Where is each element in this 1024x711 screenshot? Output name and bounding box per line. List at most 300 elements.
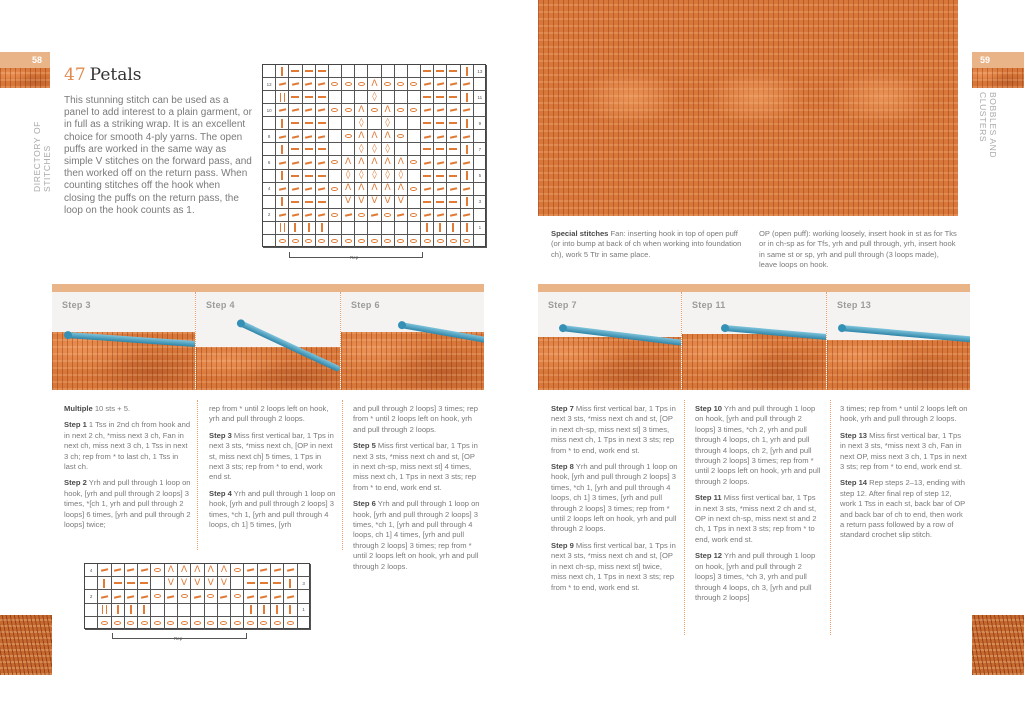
chart-cell bbox=[178, 590, 191, 603]
stitch-symbol-icon bbox=[463, 83, 470, 86]
puff-symbol-icon: V bbox=[358, 196, 365, 207]
page-number: 58 bbox=[31, 55, 42, 65]
chart-row-number: 7 bbox=[474, 143, 487, 156]
stitch-symbol-icon bbox=[276, 605, 278, 614]
chart-cell bbox=[461, 91, 474, 104]
chart-cell bbox=[178, 604, 191, 617]
chain-symbol-icon bbox=[450, 239, 457, 243]
stitch-symbol-icon bbox=[423, 175, 431, 177]
chart-cell bbox=[316, 91, 329, 104]
chain-symbol-icon bbox=[384, 213, 391, 217]
puff-symbol-icon: Λ bbox=[358, 156, 365, 167]
chart-cell bbox=[368, 156, 381, 169]
chart-cell bbox=[342, 170, 355, 183]
puff-symbol-icon: Λ bbox=[384, 130, 391, 141]
chart-cell bbox=[342, 117, 355, 130]
puff-symbol-icon: Λ bbox=[384, 104, 391, 115]
stitch-symbol-icon bbox=[103, 579, 105, 588]
chart-cell bbox=[395, 78, 408, 91]
chain-symbol-icon bbox=[345, 108, 352, 112]
chart-cell bbox=[355, 170, 368, 183]
chart-cell bbox=[434, 170, 447, 183]
chart-cell bbox=[258, 577, 271, 590]
chart-cell bbox=[421, 183, 434, 196]
chart-cell bbox=[218, 590, 231, 603]
chart-cell bbox=[461, 130, 474, 143]
puff-symbol-icon: Λ bbox=[371, 183, 378, 194]
chart-row-number: 11 bbox=[474, 91, 487, 104]
chart-cell bbox=[289, 183, 302, 196]
stitch-symbol-icon bbox=[279, 109, 286, 112]
chain-symbol-icon bbox=[181, 594, 188, 598]
chart-cell bbox=[447, 104, 460, 117]
chart-cell bbox=[165, 590, 178, 603]
stitch-symbol-icon bbox=[305, 96, 313, 98]
chart-cell bbox=[138, 577, 151, 590]
chart-cell bbox=[355, 156, 368, 169]
chart-cell bbox=[218, 564, 231, 577]
stitch-symbol-icon bbox=[292, 83, 299, 86]
chart-cell bbox=[329, 78, 342, 91]
puff-symbol-icon: Λ bbox=[345, 183, 352, 194]
chart-row-number bbox=[263, 196, 276, 209]
chain-symbol-icon bbox=[345, 239, 352, 243]
chart-cell bbox=[289, 170, 302, 183]
fabric-image bbox=[341, 332, 484, 390]
chart-row-number bbox=[263, 91, 276, 104]
chart-cell bbox=[342, 209, 355, 222]
chart-cell bbox=[303, 117, 316, 130]
stitch-symbol-icon bbox=[318, 187, 325, 190]
stitch-symbol-icon bbox=[449, 201, 457, 203]
stitch-symbol-icon bbox=[305, 109, 312, 112]
chart-cell bbox=[382, 222, 395, 235]
stitch-symbol-icon bbox=[424, 187, 431, 190]
small-stitch-chart bbox=[84, 563, 310, 645]
chart-cell bbox=[434, 222, 447, 235]
chart-row-number: 2 bbox=[85, 590, 98, 603]
chart-cell bbox=[289, 196, 302, 209]
chart-grid bbox=[262, 64, 486, 247]
chart-cell bbox=[355, 143, 368, 156]
chart-row-number: 1 bbox=[298, 604, 311, 617]
puff-symbol-icon: Λ bbox=[345, 156, 352, 167]
stitch-symbol-icon bbox=[424, 83, 431, 86]
instruction-column-1 bbox=[64, 404, 192, 536]
chart-cell bbox=[408, 91, 421, 104]
step-photo-band bbox=[538, 284, 970, 390]
chart-cell bbox=[316, 196, 329, 209]
chart-row-number: 4 bbox=[263, 183, 276, 196]
chart-cell bbox=[342, 196, 355, 209]
chain-symbol-icon bbox=[331, 187, 338, 191]
chart-cell bbox=[276, 235, 289, 248]
chart-cell bbox=[447, 117, 460, 130]
chart-cell bbox=[151, 617, 164, 630]
step-photo-3 bbox=[52, 292, 195, 390]
chart-cell bbox=[231, 590, 244, 603]
stitch-symbol-icon bbox=[318, 83, 325, 86]
chart-row-number bbox=[298, 564, 311, 577]
chart-cell bbox=[138, 617, 151, 630]
stitch-symbol-icon bbox=[127, 569, 134, 572]
chart-cell bbox=[329, 156, 342, 169]
stitch-symbol-icon bbox=[289, 605, 291, 614]
chart-cell bbox=[125, 564, 138, 577]
chart-cell bbox=[355, 222, 368, 235]
chart-cell bbox=[382, 183, 395, 196]
chart-cell bbox=[395, 170, 408, 183]
chain-symbol-icon bbox=[410, 239, 417, 243]
puff-symbol-icon: Λ bbox=[384, 156, 391, 167]
chart-cell bbox=[98, 564, 111, 577]
chart-cell bbox=[434, 117, 447, 130]
stitch-symbol-icon bbox=[279, 187, 286, 190]
puff-symbol-icon: ◊ bbox=[385, 117, 390, 128]
chart-row-number: 6 bbox=[263, 156, 276, 169]
chart-cell bbox=[289, 156, 302, 169]
chart-cell bbox=[395, 104, 408, 117]
chart-cell bbox=[342, 143, 355, 156]
puff-symbol-icon: ◊ bbox=[345, 170, 351, 181]
chart-row-number bbox=[298, 590, 311, 603]
chart-cell bbox=[382, 170, 395, 183]
puff-symbol-icon: Λ bbox=[207, 564, 214, 575]
chart-cell bbox=[178, 564, 191, 577]
rep-label: Rep bbox=[350, 255, 359, 260]
chain-symbol-icon bbox=[384, 239, 391, 243]
puff-symbol-icon: Λ bbox=[194, 564, 201, 575]
column-divider bbox=[197, 400, 198, 550]
chain-symbol-icon bbox=[260, 621, 267, 625]
section-label: DIRECTORY OF STITCHES bbox=[32, 121, 52, 192]
puff-symbol-icon: Λ bbox=[371, 156, 378, 167]
stitch-symbol-icon bbox=[281, 67, 283, 76]
puff-symbol-icon: V bbox=[345, 196, 352, 207]
stitch-symbol-icon bbox=[450, 109, 457, 112]
chart-cell bbox=[276, 222, 289, 235]
stitch-symbol-icon bbox=[305, 135, 312, 138]
chain-symbol-icon bbox=[358, 239, 365, 243]
chart-cell bbox=[355, 65, 368, 78]
chart-cell bbox=[447, 78, 460, 91]
chart-cell bbox=[421, 235, 434, 248]
chart-cell bbox=[447, 222, 460, 235]
stitch-symbol-icon bbox=[305, 122, 313, 124]
chart-cell bbox=[125, 604, 138, 617]
stitch-symbol-icon bbox=[450, 187, 457, 190]
chain-symbol-icon bbox=[247, 621, 254, 625]
chart-cell bbox=[276, 104, 289, 117]
step-photo-11 bbox=[682, 292, 826, 390]
chart-cell bbox=[368, 183, 381, 196]
chart-cell bbox=[276, 65, 289, 78]
section-label: BOBBLES AND CLUSTERS bbox=[978, 92, 998, 159]
chart-cell bbox=[355, 117, 368, 130]
chart-row-number: 9 bbox=[474, 117, 487, 130]
fabric-image bbox=[682, 334, 826, 390]
stitch-symbol-icon bbox=[247, 595, 254, 598]
stitch-symbol-icon bbox=[308, 223, 310, 232]
chart-cell bbox=[329, 143, 342, 156]
chart-cell bbox=[461, 104, 474, 117]
step-photo-label: Step 6 bbox=[351, 300, 380, 310]
stitch-title bbox=[64, 65, 142, 85]
puff-symbol-icon: V bbox=[181, 577, 188, 588]
stitch-symbol-icon bbox=[114, 582, 122, 584]
puff-symbol-icon: ◊ bbox=[359, 170, 364, 181]
chart-cell bbox=[316, 104, 329, 117]
chain-symbol-icon bbox=[331, 239, 338, 243]
chart-cell bbox=[382, 91, 395, 104]
stitch-symbol-icon bbox=[291, 96, 299, 98]
stitch-symbol-icon bbox=[247, 569, 254, 572]
puff-symbol-icon: Λ bbox=[397, 183, 404, 194]
chart-cell bbox=[447, 235, 460, 248]
chart-cell bbox=[434, 156, 447, 169]
stitch-symbol-icon bbox=[140, 582, 148, 584]
chart-cell bbox=[408, 143, 421, 156]
chart-row-number: 10 bbox=[263, 104, 276, 117]
chain-symbol-icon bbox=[154, 568, 161, 572]
photo-divider bbox=[681, 292, 682, 390]
step-photo-4 bbox=[196, 292, 340, 390]
chart-cell bbox=[205, 617, 218, 630]
chart-cell bbox=[303, 209, 316, 222]
chart-cell bbox=[368, 209, 381, 222]
chart-cell bbox=[303, 143, 316, 156]
instruction-column-3 bbox=[353, 404, 481, 578]
chart-cell bbox=[112, 577, 125, 590]
chart-row-number bbox=[85, 577, 98, 590]
chart-row-number bbox=[474, 104, 487, 117]
chart-cell bbox=[342, 104, 355, 117]
chart-row-number bbox=[85, 604, 98, 617]
chart-cell bbox=[408, 183, 421, 196]
chart-row-number bbox=[474, 130, 487, 143]
chart-cell bbox=[284, 604, 297, 617]
chart-cell bbox=[276, 209, 289, 222]
chart-cell bbox=[125, 617, 138, 630]
instruction-step-4-cont: and pull through 2 loops] 3 times; rep from * until 2 loops left on hook, yrh and pull through 2 loops. bbox=[353, 404, 478, 434]
step-photo-7 bbox=[538, 292, 681, 390]
instruction-multiple: Multiple 10 sts + 5. bbox=[64, 404, 131, 413]
chain-symbol-icon bbox=[410, 108, 417, 112]
stitch-symbol-icon bbox=[466, 119, 468, 128]
chart-cell bbox=[368, 65, 381, 78]
chart-cell bbox=[258, 604, 271, 617]
chain-symbol-icon bbox=[220, 621, 227, 625]
stitch-symbol-icon bbox=[423, 148, 431, 150]
stitch-symbol-icon bbox=[114, 569, 121, 572]
stitch-symbol-icon bbox=[450, 83, 457, 86]
chart-cell bbox=[368, 235, 381, 248]
chart-cell bbox=[165, 617, 178, 630]
chart-cell bbox=[382, 78, 395, 91]
chart-cell bbox=[303, 170, 316, 183]
chart-cell bbox=[408, 130, 421, 143]
stitch-symbol-icon bbox=[292, 187, 299, 190]
chart-cell bbox=[231, 604, 244, 617]
chart-cell bbox=[316, 117, 329, 130]
chain-symbol-icon bbox=[207, 621, 214, 625]
puff-symbol-icon: Λ bbox=[220, 564, 228, 575]
chart-cell bbox=[342, 222, 355, 235]
chart-cell bbox=[303, 65, 316, 78]
instruction-step-9: Step 9 Miss first vertical bar, 1 Tps in next 3 sts, *miss next ch and st, [OP in next ch-sp, miss next st] twice, miss next ch, 1 Tps in next 3 sts; rep from * to end, work end st. bbox=[551, 540, 676, 592]
chart-cell bbox=[191, 577, 204, 590]
stitch-symbol-icon bbox=[449, 148, 457, 150]
chart-cell bbox=[329, 196, 342, 209]
stitch-symbol-icon bbox=[279, 83, 286, 86]
chart-cell bbox=[289, 78, 302, 91]
chart-cell bbox=[271, 604, 284, 617]
stitch-symbol-icon bbox=[437, 161, 444, 164]
puff-symbol-icon: V bbox=[397, 196, 404, 207]
chart-cell bbox=[382, 130, 395, 143]
stitch-symbol-icon bbox=[437, 187, 444, 190]
chart-row-number bbox=[298, 617, 311, 630]
chart-cell bbox=[461, 156, 474, 169]
stitch-symbol-icon bbox=[280, 223, 285, 232]
stitch-symbol-icon bbox=[273, 595, 280, 598]
chart-cell bbox=[138, 604, 151, 617]
chart-cell bbox=[151, 604, 164, 617]
chart-cell bbox=[151, 577, 164, 590]
instruction-step-1: Step 1 1 Tss in 2nd ch from hook and in next 2 ch, *miss next 3 ch, Fan in next ch, miss next 3 ch, 1 Tss in next 3 ch; rep from * to last ch, 1 Tss in last ch. bbox=[64, 420, 191, 472]
instruction-step-3: Step 3 Miss first vertical bar, 1 Tps in next 3 sts, *miss next ch, [OP in next st, miss next ch] 5 times, 1 Tps in next 3 sts; rep from * to end, work end st. bbox=[209, 430, 334, 482]
chart-cell bbox=[329, 183, 342, 196]
stitch-symbol-icon bbox=[345, 213, 352, 216]
chart-cell bbox=[355, 130, 368, 143]
chart-cell bbox=[289, 104, 302, 117]
chain-symbol-icon bbox=[371, 239, 378, 243]
chart-cell bbox=[447, 143, 460, 156]
chain-symbol-icon bbox=[194, 621, 201, 625]
column-divider bbox=[830, 400, 831, 635]
stitch-symbol-icon bbox=[127, 582, 135, 584]
chart-cell bbox=[355, 235, 368, 248]
chart-cell bbox=[231, 577, 244, 590]
chain-symbol-icon bbox=[167, 621, 174, 625]
chain-symbol-icon bbox=[410, 82, 417, 86]
stitch-symbol-icon bbox=[194, 595, 201, 598]
chart-cell bbox=[421, 156, 434, 169]
stitch-symbol-icon bbox=[423, 96, 431, 98]
stitch-symbol-icon bbox=[143, 605, 145, 614]
stitch-symbol-icon bbox=[452, 223, 454, 232]
chart-cell bbox=[329, 117, 342, 130]
chart-cell bbox=[368, 117, 381, 130]
chain-symbol-icon bbox=[141, 621, 148, 625]
chain-symbol-icon bbox=[331, 82, 338, 86]
stitch-symbol-icon bbox=[318, 213, 325, 216]
stitch-symbol-icon bbox=[436, 96, 444, 98]
chart-cell bbox=[421, 130, 434, 143]
stitch-symbol-icon bbox=[250, 605, 252, 614]
stitch-symbol-icon bbox=[291, 148, 299, 150]
chart-cell bbox=[284, 564, 297, 577]
chart-cell bbox=[258, 590, 271, 603]
stitch-symbol-icon bbox=[466, 93, 468, 102]
stitch-symbol-icon bbox=[305, 187, 312, 190]
chart-cell bbox=[395, 117, 408, 130]
special-stitches-heading: Special stitches bbox=[551, 229, 609, 238]
chart-cell bbox=[218, 577, 231, 590]
instruction-column-4 bbox=[551, 404, 679, 599]
photo-divider bbox=[195, 292, 196, 390]
chart-cell bbox=[112, 564, 125, 577]
stitch-symbol-icon bbox=[305, 70, 313, 72]
chart-cell bbox=[276, 196, 289, 209]
stitch-symbol-icon bbox=[450, 135, 457, 138]
chart-cell bbox=[408, 222, 421, 235]
chart-cell bbox=[303, 104, 316, 117]
stitch-symbol-icon bbox=[466, 171, 468, 180]
stitch-symbol-icon bbox=[466, 145, 468, 154]
chain-symbol-icon bbox=[331, 160, 338, 164]
chain-symbol-icon bbox=[397, 239, 404, 243]
stitch-symbol-icon bbox=[273, 582, 281, 584]
chart-cell bbox=[276, 170, 289, 183]
chain-symbol-icon bbox=[463, 239, 470, 243]
chart-cell bbox=[382, 117, 395, 130]
stitch-symbol-icon bbox=[318, 148, 326, 150]
stitch-symbol-icon bbox=[279, 161, 286, 164]
chart-row-number bbox=[474, 209, 487, 222]
chart-cell bbox=[461, 183, 474, 196]
chart-cell bbox=[303, 91, 316, 104]
stitch-symbol-icon bbox=[127, 595, 134, 598]
chart-cell bbox=[461, 78, 474, 91]
chart-cell bbox=[138, 564, 151, 577]
chart-cell bbox=[284, 577, 297, 590]
chart-cell bbox=[303, 156, 316, 169]
chart-cell bbox=[342, 65, 355, 78]
corner-swatch-right bbox=[972, 615, 1024, 675]
stitch-symbol-icon bbox=[371, 213, 378, 216]
chart-cell bbox=[205, 604, 218, 617]
chart-cell bbox=[434, 196, 447, 209]
chart-cell bbox=[461, 196, 474, 209]
chart-cell bbox=[421, 78, 434, 91]
chart-cell bbox=[316, 156, 329, 169]
chain-symbol-icon bbox=[292, 239, 299, 243]
puff-symbol-icon: ◊ bbox=[398, 170, 404, 181]
chart-row-number: 3 bbox=[298, 577, 311, 590]
stitch-symbol-icon bbox=[318, 70, 326, 72]
chart-row-number bbox=[263, 143, 276, 156]
stitch-symbol-icon bbox=[273, 569, 280, 572]
chart-cell bbox=[205, 577, 218, 590]
stitch-symbol-icon bbox=[305, 213, 312, 216]
chart-cell bbox=[434, 91, 447, 104]
chart-cell bbox=[461, 65, 474, 78]
chart-cell bbox=[461, 143, 474, 156]
chart-cell bbox=[395, 209, 408, 222]
chart-cell bbox=[329, 104, 342, 117]
chart-cell bbox=[408, 209, 421, 222]
chart-cell bbox=[434, 130, 447, 143]
tab-swatch-strip bbox=[972, 68, 1024, 88]
stitch-symbol-icon bbox=[449, 96, 457, 98]
stitch-symbol-icon bbox=[450, 161, 457, 164]
chart-cell bbox=[271, 590, 284, 603]
special-stitches-fan: Special stitches Fan: inserting hook in top of open puff (or into bump at back of ch when working into foundation ch), work 5 Ttr in same place. bbox=[551, 229, 742, 259]
chart-cell bbox=[421, 196, 434, 209]
chart-row-number: 13 bbox=[474, 65, 487, 78]
chart-cell bbox=[395, 235, 408, 248]
